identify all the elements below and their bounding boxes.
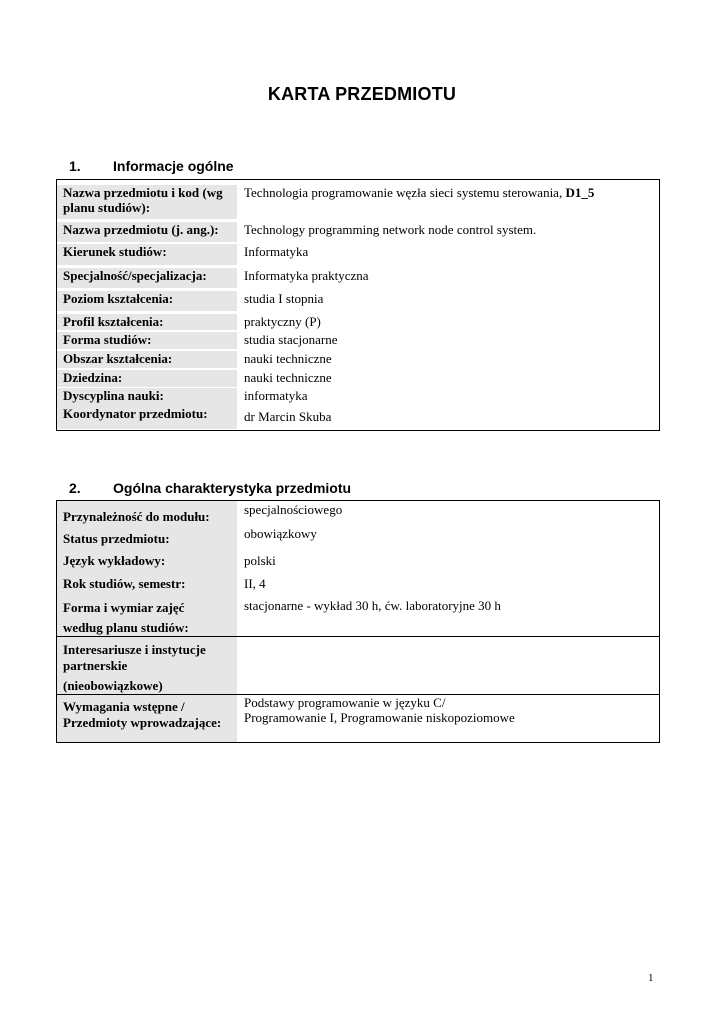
table-row	[57, 694, 659, 742]
row-value-line: Podstawy programowanie w języku C/	[244, 695, 446, 710]
page-number: 1	[648, 972, 654, 984]
row-label: Nazwa przedmiotu (j. ang.):	[57, 222, 237, 242]
row-label: Język wykładowy:	[57, 549, 237, 572]
characteristics-table	[56, 500, 660, 743]
row-label: Profil kształcenia:	[57, 314, 237, 330]
row-value: stacjonarne - wykład 30 h, ćw. laboratoryjne 30 h	[244, 598, 501, 613]
row-label: Status przedmiotu:	[57, 526, 237, 549]
row-label: Rok studiów, semestr:	[57, 572, 237, 595]
table-row	[57, 288, 659, 311]
general-info-table	[56, 179, 660, 431]
row-label: Obszar kształcenia:	[57, 351, 237, 368]
table-row	[57, 636, 659, 694]
section-1-number: 1.	[69, 158, 81, 174]
table-row	[57, 330, 659, 349]
row-label: Wymagania wstępne / Przedmioty wprowadzające:	[57, 695, 237, 742]
row-label-line: Interesariusze i instytucje partnerskie	[63, 642, 206, 673]
section-1-heading	[69, 158, 234, 174]
document-title: KARTA PRZEDMIOTU	[267, 84, 457, 104]
row-value	[237, 185, 659, 219]
row-label: Koordynator przedmiotu:	[57, 406, 237, 429]
table-row	[57, 349, 659, 368]
row-label: Specjalność/specjalizacja:	[57, 268, 237, 288]
row-value: studia I stopnia	[244, 291, 324, 306]
row-label: Dyscyplina nauki:	[57, 388, 237, 406]
row-label	[57, 595, 237, 636]
row-label: Dziedzina:	[57, 370, 237, 387]
row-label: Nazwa przedmiotu i kod (wg planu studiów):	[57, 185, 237, 219]
row-label-line: według planu studiów:	[63, 620, 189, 635]
row-value: obowiązkowy	[244, 526, 317, 541]
row-value: studia stacjonarne	[244, 332, 338, 347]
table-row	[57, 406, 659, 429]
row-value: praktyczny (P)	[244, 314, 321, 329]
table-row	[57, 180, 659, 219]
table-row	[57, 549, 659, 572]
row-label: Kierunek studiów:	[57, 244, 237, 265]
row-label-line: (nieobowiązkowe)	[63, 678, 163, 693]
section-2-heading	[69, 480, 351, 496]
row-value	[237, 637, 659, 694]
row-value: nauki techniczne	[244, 351, 332, 366]
row-value-line: Programowanie I, Programowanie niskopoziomowe	[244, 710, 515, 725]
table-row	[57, 311, 659, 330]
section-1-title: Informacje ogólne	[113, 158, 234, 174]
table-row	[57, 595, 659, 636]
row-label: Forma studiów:	[57, 332, 237, 349]
row-label: Poziom kształcenia:	[57, 291, 237, 311]
row-label	[57, 637, 237, 694]
row-label: Przynależność do modułu:	[57, 501, 237, 526]
row-value: Technology programming network node control system.	[244, 222, 537, 237]
course-code: D1_5	[565, 185, 595, 200]
row-value	[237, 695, 659, 742]
table-row	[57, 572, 659, 595]
section-2-title: Ogólna charakterystyka przedmiotu	[113, 480, 352, 496]
table-row	[57, 368, 659, 387]
row-value: II, 4	[244, 576, 266, 591]
table-row	[57, 219, 659, 242]
table-row	[57, 387, 659, 406]
course-name: Technologia programowanie węzła sieci systemu sterowania,	[244, 185, 566, 200]
row-value: polski	[244, 553, 276, 568]
table-row	[57, 501, 659, 526]
table-row	[57, 265, 659, 288]
row-value: informatyka	[244, 388, 308, 403]
row-value: specjalnościowego	[244, 502, 343, 517]
table-row	[57, 242, 659, 265]
section-2-number: 2.	[69, 480, 81, 496]
row-value: Informatyka	[244, 244, 309, 259]
table-row	[57, 526, 659, 549]
row-label-line: Forma i wymiar zajęć	[63, 600, 185, 615]
row-value: dr Marcin Skuba	[244, 409, 332, 424]
row-value: Informatyka praktyczna	[244, 268, 369, 283]
row-value: nauki techniczne	[244, 370, 332, 385]
